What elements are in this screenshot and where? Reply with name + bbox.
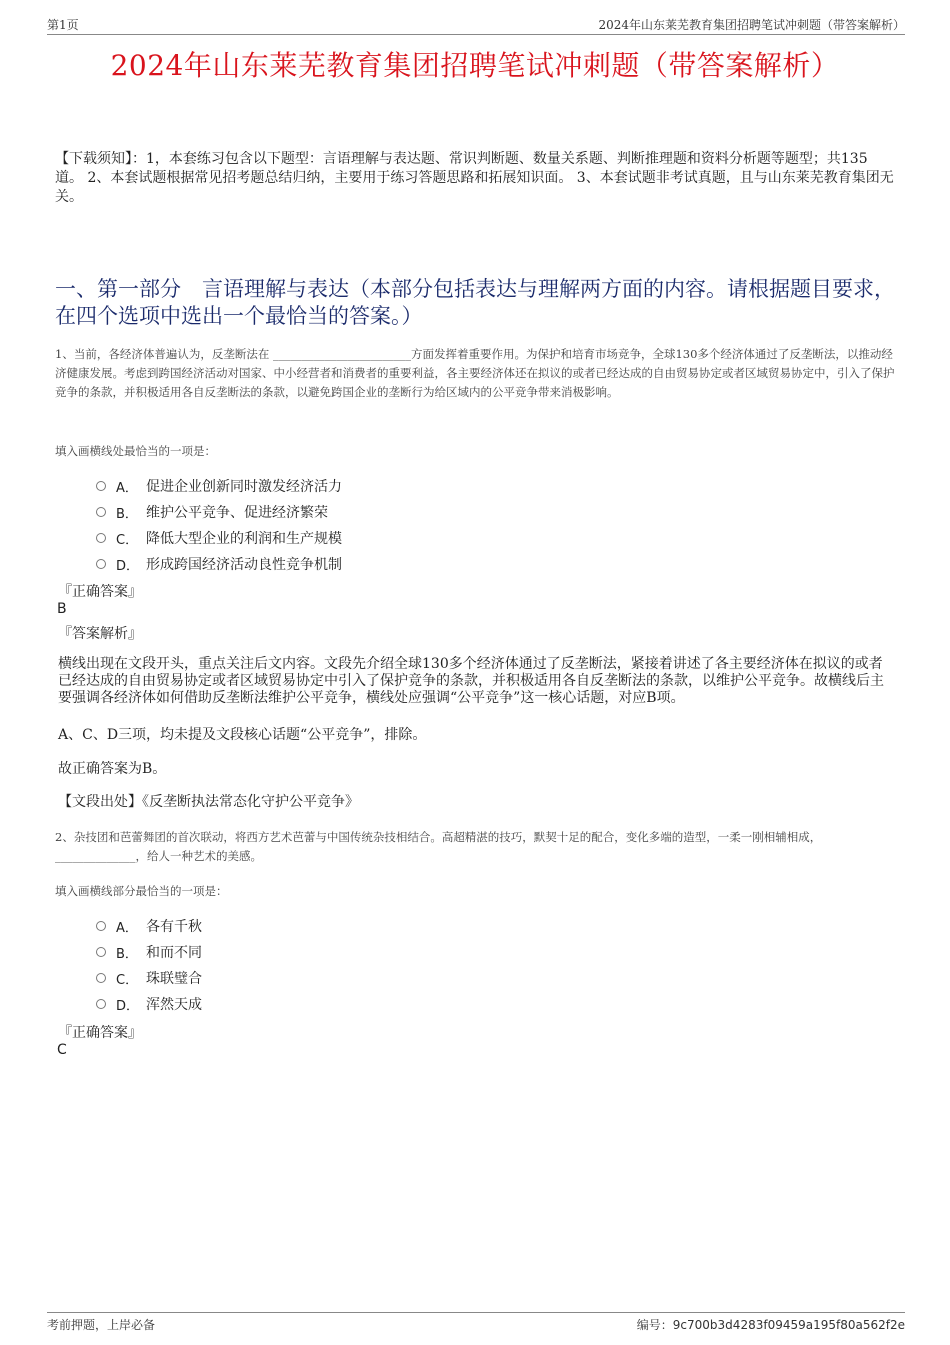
answer-value: C [57,1042,67,1058]
page-number: 第1页 [47,18,79,32]
option-d[interactable]: D． 形成跨国经济活动良性竞争机制 [96,551,342,577]
option-b[interactable]: B． 和而不同 [96,939,202,965]
radio-icon[interactable] [96,999,106,1009]
download-notice: 【下载须知】：1，本套练习包含以下题型：言语理解与表达题、常识判断题、数量关系题、判断推理题和资料分析题等题型；共135道。 2、本套试题根据常见招考题总结归纳，主要用于练习答题思路和拓展知识面。 3、本套试题非考试真题，且与山东莱芜教育集团无关。 [55,151,894,205]
radio-icon[interactable] [96,973,106,983]
question-1-text: 1、当前，各经济体普遍认为，反垄断法在 ________________________方面发挥着重要作用。为保护和培育市场竞争，全球130多个经济体通过了反垄断法，以推动经济健康发展。考虑到跨国经济活动对国家、中小经营者和消费者的重要利益，各主要经济体还在拟议的或者已经达成的自由贸易协定或者区域贸易协定中，引入了保护竞争的条款，并积极适用各自反垄断法的条款，以避免跨国企业的垄断行为给区域内的公平竞争带来消极影响。 [55,347,895,399]
option-text: 各有千秋 [146,919,202,935]
option-text: 促进企业创新同时激发经济活力 [146,479,342,495]
section-title: 一、第一部分 言语理解与表达（本部分包括表达与理解两方面的内容。请根据题目要求，在四个选项中选出一个最恰当的答案。） [55,277,895,328]
analysis-label: 『答案解析』 [58,626,142,642]
option-text: 降低大型企业的利润和生产规模 [146,531,342,547]
radio-icon[interactable] [96,481,106,491]
question-2-prompt: 填入画横线部分最恰当的一项是： [55,884,228,898]
option-text: 维护公平竞争、促进经济繁荣 [146,505,328,521]
option-c[interactable]: C． 降低大型企业的利润和生产规模 [96,525,342,551]
option-a[interactable]: A． 各有千秋 [96,913,202,939]
analysis-paragraph: A、C、D三项，均未提及文段核心话题“公平竞争”，排除。 [58,727,427,743]
radio-icon[interactable] [96,559,106,569]
page-footer [47,1312,905,1335]
answer-label: 『正确答案』 [58,1025,142,1041]
radio-icon[interactable] [96,507,106,517]
option-text: 形成跨国经济活动良性竞争机制 [146,557,342,573]
option-text: 浑然天成 [146,997,202,1013]
question-2-text: 2、杂技团和芭蕾舞团的首次联动，将西方艺术芭蕾与中国传统杂技相结合。高超精湛的技巧，默契十足的配合，变化多端的造型，一柔一刚相辅相成， ______________，给人一种艺术的美感。 [55,830,822,863]
option-b[interactable]: B． 维护公平竞争、促进经济繁荣 [96,499,342,525]
radio-icon[interactable] [96,947,106,957]
source-citation: 【文段出处】《反垄断执法常态化守护公平竞争》 [58,794,359,810]
radio-icon[interactable] [96,921,106,931]
analysis-paragraph: 故正确答案为B。 [58,761,167,777]
question-1-options [96,473,342,577]
answer-label: 『正确答案』 [58,584,142,600]
document-title: 2024年山东莱芜教育集团招聘笔试冲刺题（带答案解析） [110,49,840,82]
option-a[interactable]: A． 促进企业创新同时激发经济活力 [96,473,342,499]
option-text: 和而不同 [146,945,202,961]
header-doc-title: 2024年山东莱芜教育集团招聘笔试冲刺题（带答案解析） [598,18,905,32]
analysis-paragraph: 横线出现在文段开头，重点关注后文内容。文段先介绍全球130多个经济体通过了反垄断法，紧接着讲述了各主要经济体在拟议的或者已经达成的自由贸易协定或者区域贸易协定中引入了保护竞争的条款，并积极适用各自反垄断法的条款，以维护公平竞争。故横线后主要强调各经济体如何借助反垄断法维护公平竞争，横线处应强调“公平竞争”这一核心话题，对应B项。 [58,656,884,706]
question-2-options [96,913,202,1017]
option-d[interactable]: D． 浑然天成 [96,991,202,1017]
code-value: 9c700b3d4283f09459a195f80a562f2e [672,1318,905,1332]
page-header [47,14,905,35]
option-c[interactable]: C． 珠联璧合 [96,965,202,991]
question-1-prompt: 填入画横线处最恰当的一项是： [55,444,216,458]
document-code [637,1316,905,1333]
code-label: 编号： [636,1318,673,1332]
radio-icon[interactable] [96,533,106,543]
option-text: 珠联璧合 [146,971,202,987]
answer-value: B [57,601,67,617]
footer-slogan: 考前押题，上岸必备 [47,1318,156,1332]
